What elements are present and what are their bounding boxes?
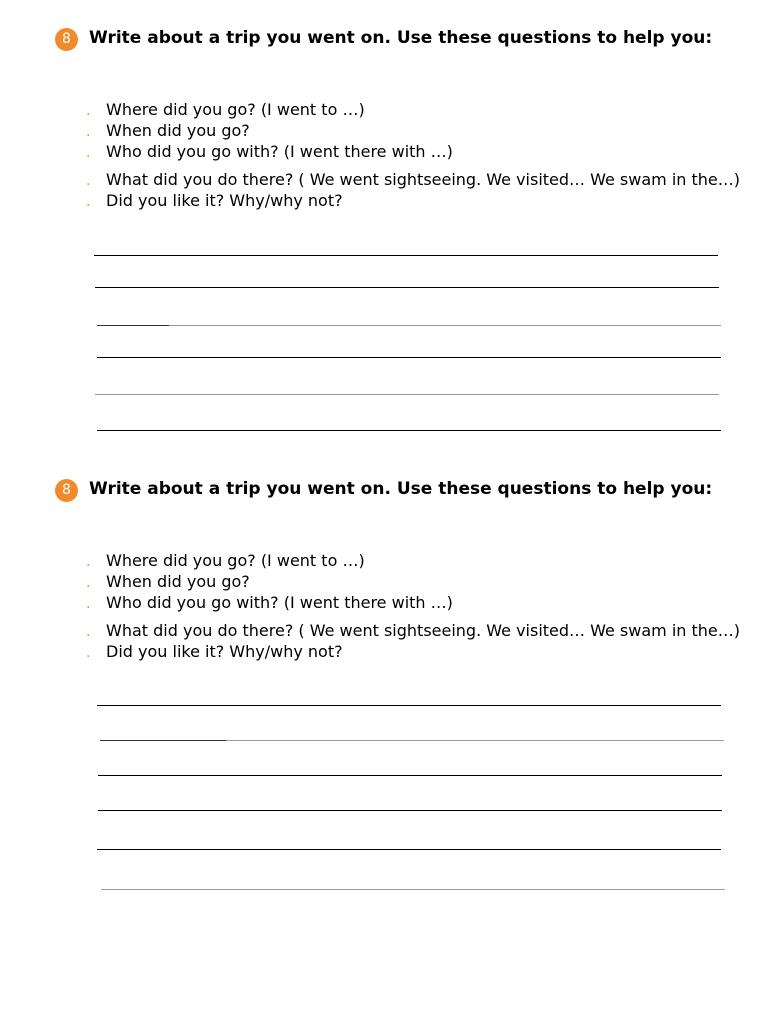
list-item bbox=[86, 642, 343, 663]
bullet-icon: . bbox=[86, 645, 91, 661]
list-item bbox=[86, 191, 343, 212]
exercise-instruction: Write about a trip you went on. Use these questions to help you: bbox=[89, 28, 713, 48]
bullet-icon: . bbox=[86, 596, 91, 612]
question-text: What did you do there? ( We went sightseeing. We visited… We swam in the…) bbox=[106, 170, 740, 189]
writing-line-segment bbox=[100, 740, 226, 741]
question-text: When did you go? bbox=[106, 572, 250, 591]
list-item bbox=[86, 121, 250, 142]
bullet-icon: . bbox=[86, 194, 91, 210]
writing-line[interactable] bbox=[94, 255, 718, 256]
writing-line[interactable] bbox=[97, 705, 721, 706]
question-text: Who did you go with? (I went there with …) bbox=[106, 593, 453, 612]
question-text: Did you like it? Why/why not? bbox=[106, 642, 343, 661]
writing-line[interactable] bbox=[97, 849, 721, 850]
question-text: When did you go? bbox=[106, 121, 250, 140]
writing-line[interactable] bbox=[98, 775, 722, 776]
exercise-number-badge: 8 bbox=[55, 28, 78, 51]
question-text: Where did you go? (I went to …) bbox=[106, 100, 365, 119]
bullet-icon: . bbox=[86, 103, 91, 119]
exercise-instruction: Write about a trip you went on. Use these questions to help you: bbox=[89, 479, 713, 499]
bullet-icon: . bbox=[86, 554, 91, 570]
list-item bbox=[86, 551, 365, 572]
question-text: Who did you go with? (I went there with …) bbox=[106, 142, 453, 161]
writing-line-segment bbox=[97, 325, 169, 326]
bullet-icon: . bbox=[86, 124, 91, 140]
list-item bbox=[86, 100, 365, 121]
list-item bbox=[86, 572, 250, 593]
writing-line[interactable] bbox=[98, 810, 722, 811]
bullet-icon: . bbox=[86, 173, 91, 189]
writing-line[interactable] bbox=[101, 889, 725, 890]
question-text: Where did you go? (I went to …) bbox=[106, 551, 365, 570]
writing-line[interactable] bbox=[97, 430, 721, 431]
list-item bbox=[86, 593, 453, 614]
writing-line[interactable] bbox=[95, 287, 719, 288]
writing-line[interactable] bbox=[95, 394, 719, 395]
exercise-number-badge: 8 bbox=[55, 479, 78, 502]
bullet-icon: . bbox=[86, 145, 91, 161]
question-text: Did you like it? Why/why not? bbox=[106, 191, 343, 210]
question-text: What did you do there? ( We went sightseeing. We visited… We swam in the…) bbox=[106, 621, 740, 640]
list-item bbox=[86, 142, 453, 163]
list-item bbox=[86, 170, 740, 191]
list-item bbox=[86, 621, 740, 642]
writing-line[interactable] bbox=[97, 357, 721, 358]
bullet-icon: . bbox=[86, 624, 91, 640]
writing-line[interactable] bbox=[97, 325, 721, 326]
bullet-icon: . bbox=[86, 575, 91, 591]
